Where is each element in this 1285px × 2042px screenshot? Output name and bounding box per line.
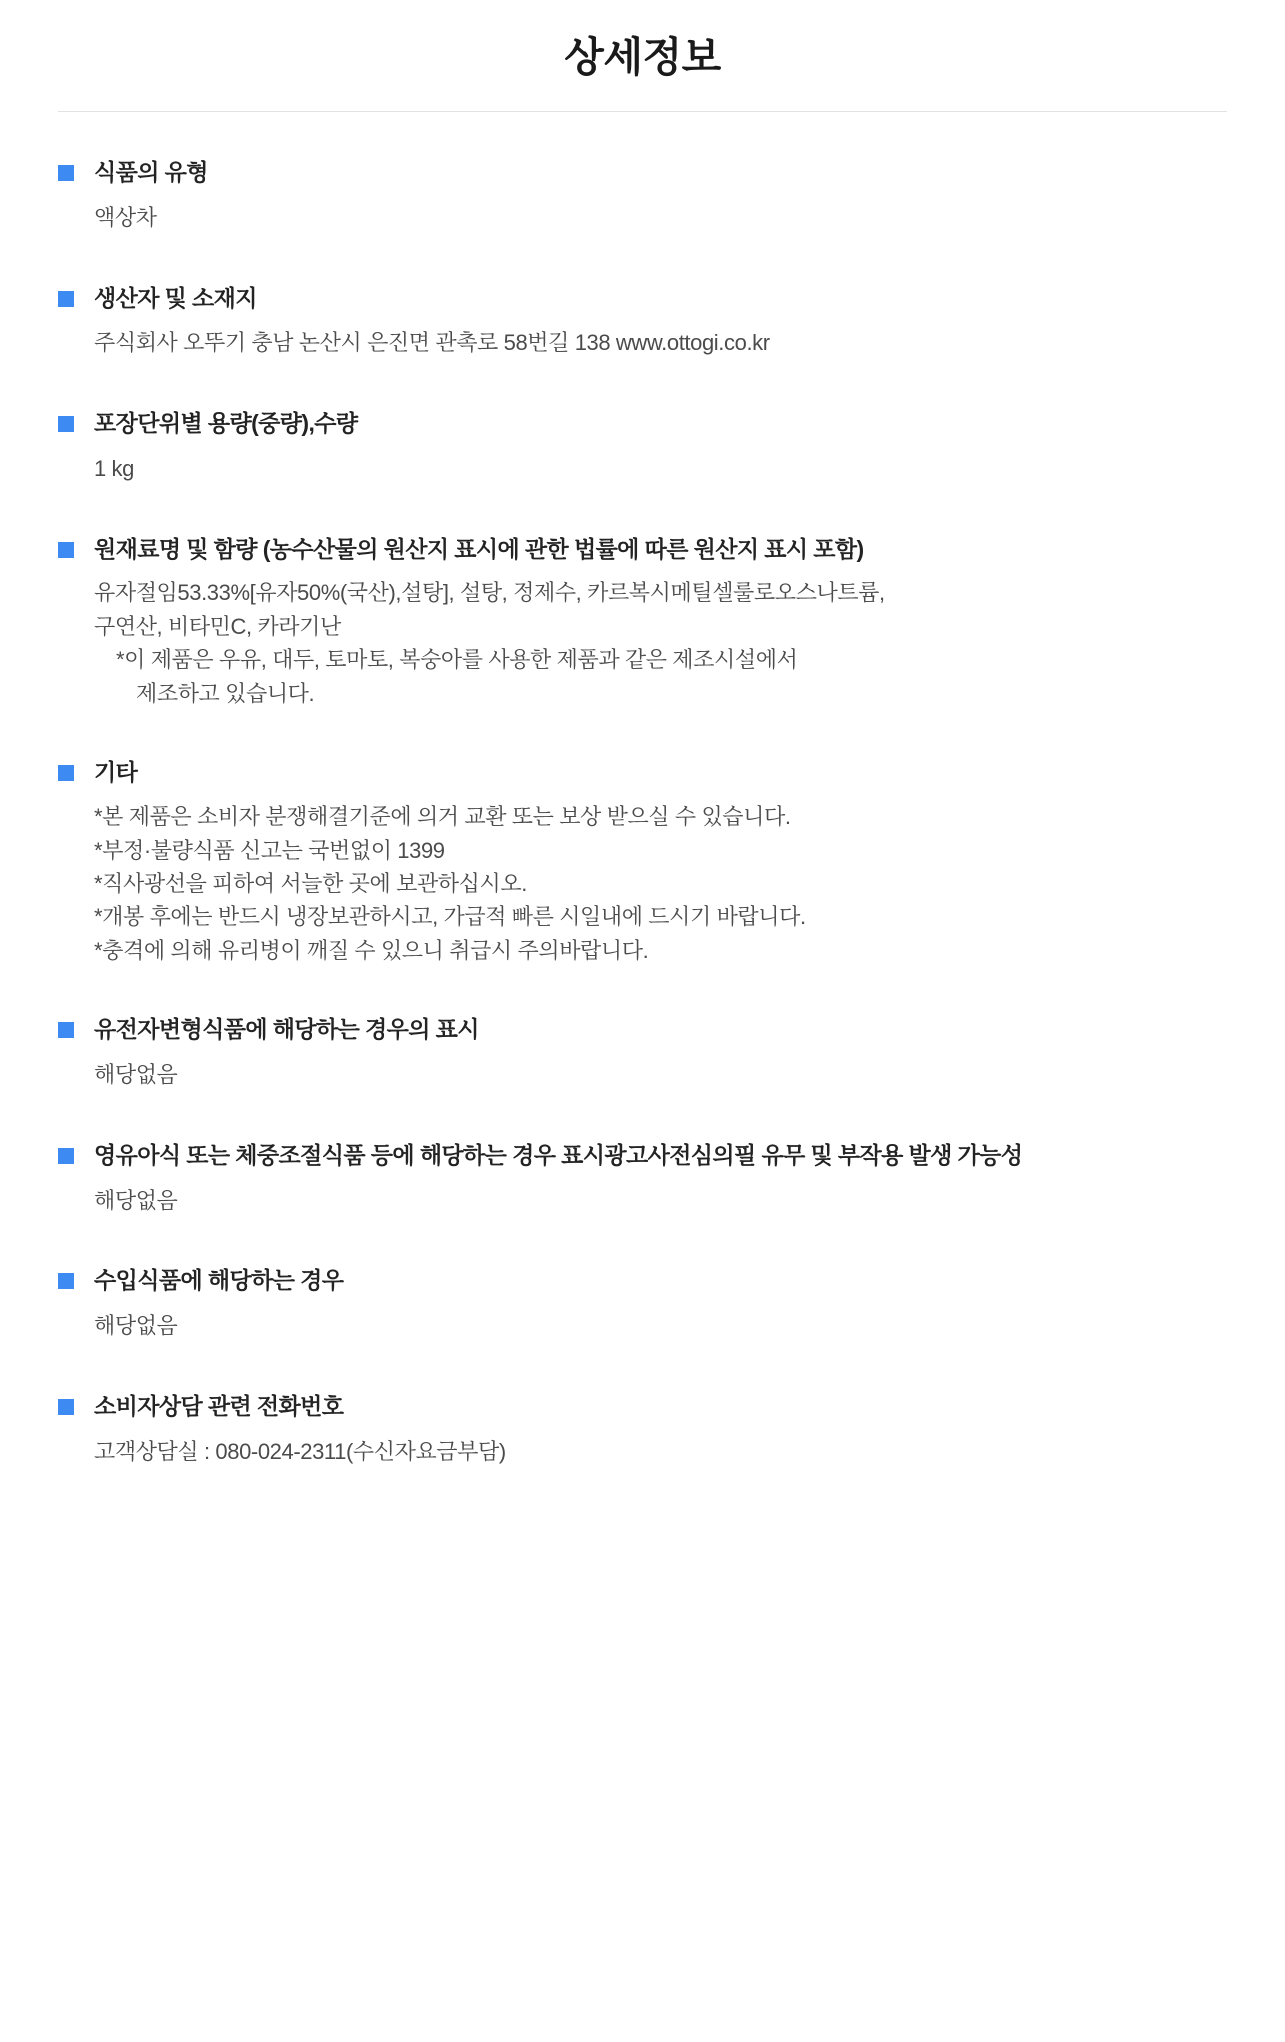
info-section-header (58, 1015, 1227, 1045)
info-section-body (94, 576, 1227, 710)
info-section (58, 1266, 1227, 1344)
info-section-line: 제조하고 있습니다. (136, 680, 315, 706)
info-section-title: 수입식품에 해당하는 경우 (94, 1267, 344, 1294)
info-section-title: 생산자 및 소재지 (94, 284, 257, 311)
square-bullet-icon (58, 765, 74, 781)
info-section-body (94, 200, 1227, 236)
info-section-line: 1 kg (94, 455, 134, 481)
header-divider (58, 111, 1227, 112)
square-bullet-icon (58, 291, 74, 307)
info-section-title: 소비자상담 관련 전화번호 (94, 1392, 344, 1419)
info-section-line: 해당없음 (94, 1062, 178, 1088)
info-section-title: 포장단위별 용량(중량),수량 (94, 410, 358, 437)
info-section-header (58, 284, 1227, 314)
info-section-title: 영유아식 또는 체중조절식품 등에 해당하는 경우 표시광고사전심의필 유무 및 부작용 발생 가능성 (94, 1141, 1023, 1168)
info-section-line: *개봉 후에는 반드시 냉장보관하시고, 가급적 빠른 시일내에 드시기 바랍니다. (94, 904, 806, 930)
info-section-body (94, 451, 1227, 487)
info-section (58, 535, 1227, 711)
square-bullet-icon (58, 165, 74, 181)
info-section-line: *이 제품은 우유, 대두, 토마토, 복숭아를 사용한 제품과 같은 제조시설에서 (116, 647, 798, 673)
page-title: 상세정보 (564, 34, 721, 80)
info-section-header (58, 158, 1227, 188)
info-section-list (0, 158, 1285, 1529)
info-section-body (94, 1434, 1227, 1470)
info-section (58, 758, 1227, 967)
info-section-line: 해당없음 (94, 1187, 178, 1213)
info-section-title: 기타 (94, 759, 138, 786)
square-bullet-icon (58, 1148, 74, 1164)
info-section-body (94, 1183, 1227, 1219)
square-bullet-icon (58, 416, 74, 432)
info-section-title: 원재료명 및 함량 (농수산물의 원산지 표시에 관한 법률에 따른 원산지 표시 포함) (94, 535, 864, 562)
info-section (58, 158, 1227, 236)
info-section-header (58, 758, 1227, 788)
info-section-header (58, 1141, 1227, 1171)
info-section-title: 유전자변형식품에 해당하는 경우의 표시 (94, 1016, 479, 1043)
info-section-line: *직사광선을 피하여 서늘한 곳에 보관하십시오. (94, 870, 527, 896)
info-section-line: 액상차 (94, 204, 157, 230)
info-section (58, 1015, 1227, 1093)
info-section (58, 409, 1227, 487)
square-bullet-icon (58, 1022, 74, 1038)
info-section-line: 주식회사 오뚜기 충남 논산시 은진면 관촉로 58번길 138 www.ottogi.co.kr (94, 330, 770, 356)
square-bullet-icon (58, 542, 74, 558)
info-section-header (58, 1266, 1227, 1296)
info-section-title: 식품의 유형 (94, 159, 208, 185)
square-bullet-icon (58, 1399, 74, 1415)
info-section-body (94, 800, 1227, 967)
info-section (58, 1392, 1227, 1470)
info-section (58, 284, 1227, 362)
info-section-line: 구연산, 비타민C, 카라기난 (94, 613, 341, 639)
info-section-header (58, 409, 1227, 439)
info-section-header (58, 535, 1227, 565)
info-section (58, 1141, 1227, 1219)
info-section-line: 고객상담실 : 080-024-2311(수신자요금부담) (94, 1438, 506, 1464)
info-section-line: *본 제품은 소비자 분쟁해결기준에 의거 교환 또는 보상 받으실 수 있습니다. (94, 804, 791, 830)
info-section-line: *부정·불량식품 신고는 국번없이 1399 (94, 837, 445, 863)
info-section-header (58, 1392, 1227, 1422)
info-section-body (94, 325, 1227, 361)
info-section-line: *충격에 의해 유리병이 깨질 수 있으니 취급시 주의바랍니다. (94, 937, 649, 963)
info-section-body (94, 1308, 1227, 1344)
info-section-line: 해당없음 (94, 1313, 178, 1339)
info-section-body (94, 1057, 1227, 1093)
info-section-line: 유자절임53.33%[유자50%(국산),설탕], 설탕, 정제수, 카르복시메틸셀룰로오스나트륨, (94, 580, 885, 606)
square-bullet-icon (58, 1273, 74, 1289)
